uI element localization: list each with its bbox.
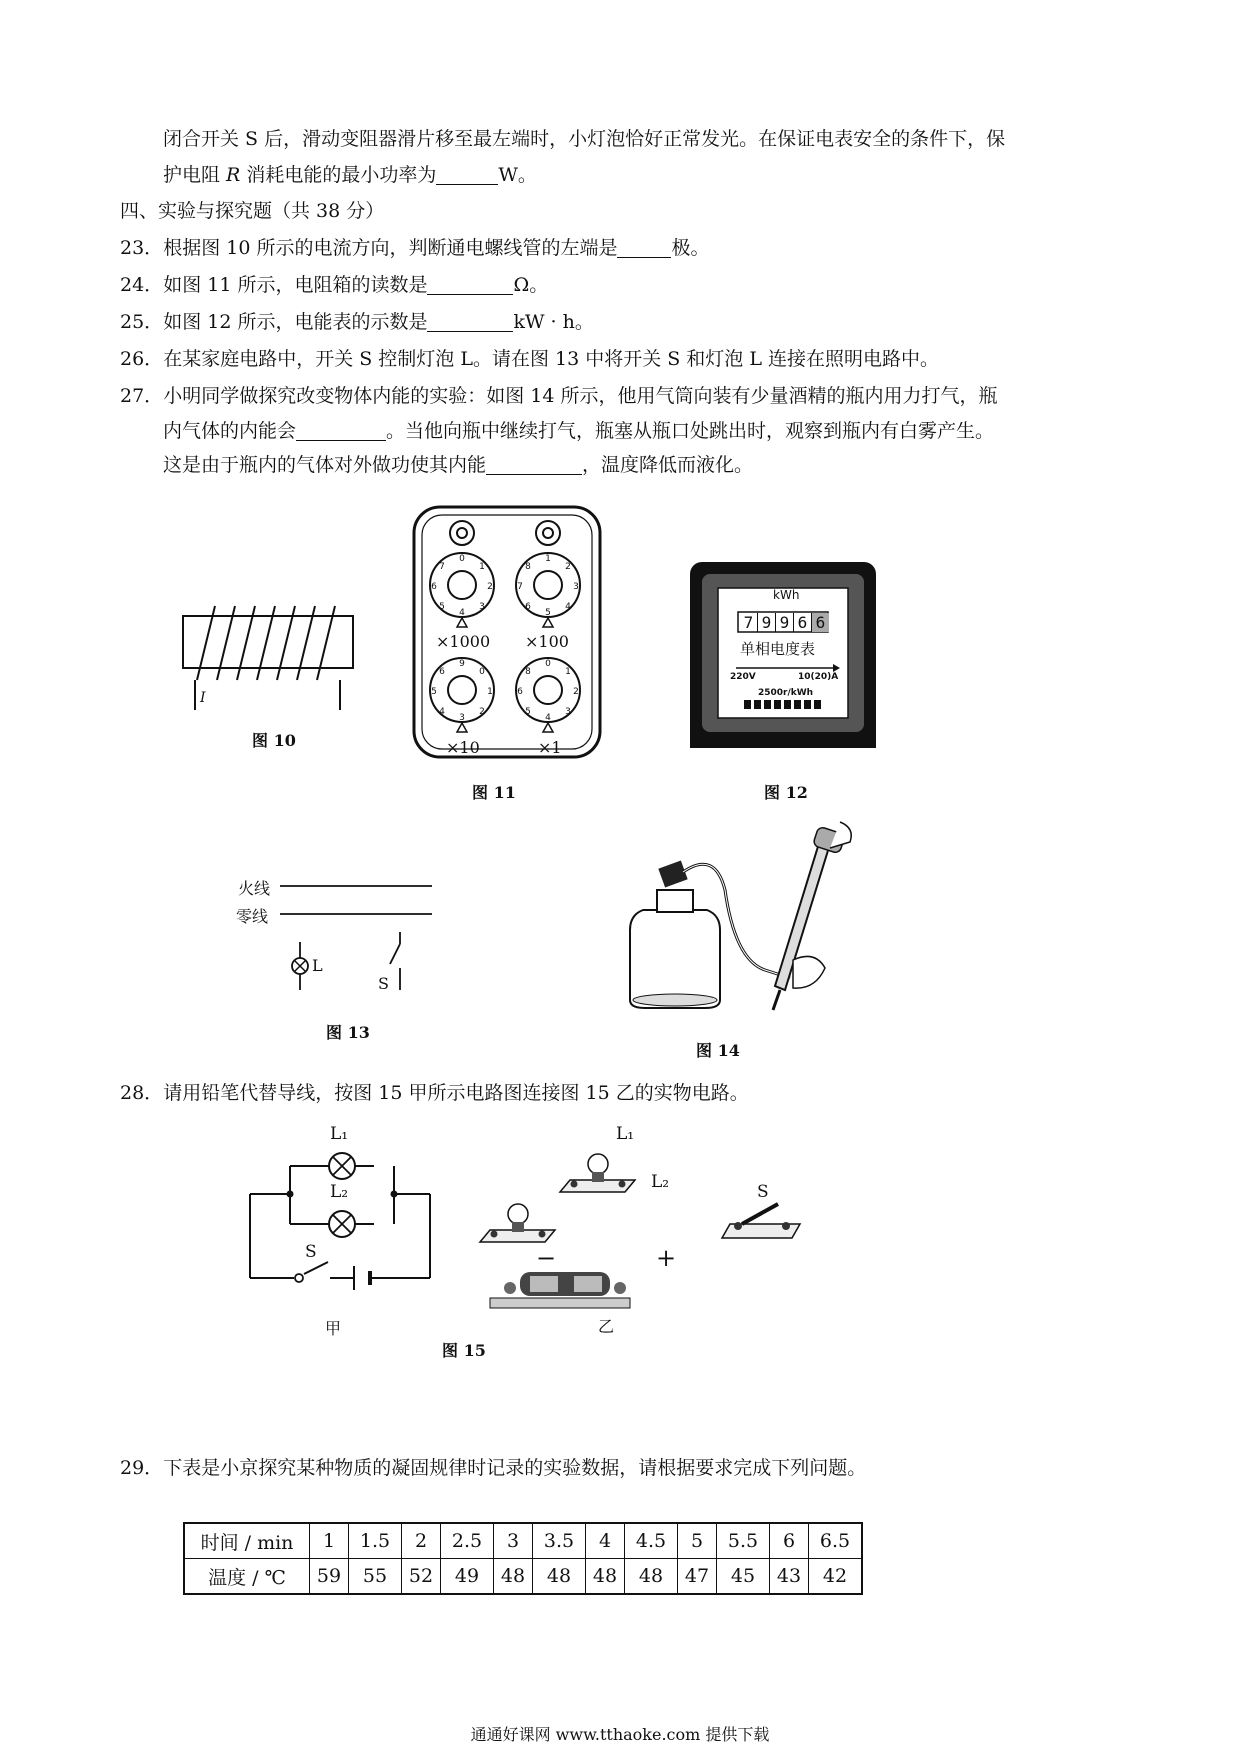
battery-minus-label: − xyxy=(536,1244,557,1272)
fig15a-label-l1: L₁ xyxy=(330,1124,349,1144)
time-header: 时间 / min xyxy=(184,1523,310,1559)
q25-suffix: kW · h。 xyxy=(513,311,594,333)
temperature-cell: 48 xyxy=(494,1559,533,1595)
fig13-caption: 图 13 xyxy=(326,1023,370,1042)
answer-blank-resistance[interactable] xyxy=(427,274,513,295)
q27-line-1-text: 小明同学做探究改变物体内能的实验：如图 14 所示，他用气筒向装有少量酒精的瓶内用力打气，瓶 xyxy=(163,385,998,407)
answer-blank-internal-energy-1[interactable] xyxy=(296,420,386,441)
q23-prefix: 根据图 10 所示的电流方向，判断通电螺线管的左端是 xyxy=(163,237,618,259)
meter-digit-1: 7 xyxy=(740,613,758,632)
fig10-current-label: I xyxy=(200,690,206,706)
section-4-heading: 四、实验与探究题（共 38 分） xyxy=(120,200,385,222)
svg-text:6: 6 xyxy=(439,667,445,677)
svg-text:5: 5 xyxy=(439,602,445,612)
temperature-cell: 49 xyxy=(441,1559,494,1595)
fig15a-label-l2: L₂ xyxy=(330,1182,349,1202)
answer-blank-energy[interactable] xyxy=(427,311,513,332)
q27-line-2-prefix: 内气体的内能会 xyxy=(163,420,297,442)
temperature-header: 温度 / ℃ xyxy=(184,1559,310,1595)
temperature-cell: 48 xyxy=(586,1559,625,1595)
q27-line-2-suffix: 。当他向瓶中继续打气，瓶塞从瓶口处跳出时，观察到瓶内有白雾产生。 xyxy=(386,420,995,442)
time-cell: 2.5 xyxy=(441,1523,494,1559)
fig15a-label-s: S xyxy=(305,1242,317,1262)
svg-text:6: 6 xyxy=(525,602,531,612)
fig11-caption: 图 11 xyxy=(472,783,516,802)
q27-line-3-suffix: ，温度降低而液化。 xyxy=(582,454,754,476)
figure-14-pump-bottle xyxy=(625,830,845,1030)
question-25 xyxy=(120,309,594,335)
q23-suffix: 极。 xyxy=(671,237,710,259)
temperature-cell: 43 xyxy=(770,1559,809,1595)
meter-constant: 2500r/kWh xyxy=(758,688,814,698)
fig10-caption: 图 10 xyxy=(252,731,296,750)
fig15b-label-yi: 乙 xyxy=(598,1317,615,1336)
meter-digit-5-decimal: 6 xyxy=(812,613,829,632)
meter-name: 单相电度表 xyxy=(740,640,816,658)
svg-text:4: 4 xyxy=(459,608,465,618)
table-row-time xyxy=(184,1523,862,1559)
meter-current: 10(20)A xyxy=(798,672,839,682)
q29-text: 下表是小京探究某种物质的凝固规律时记录的实验数据，请根据要求完成下列问题。 xyxy=(163,1457,867,1479)
dial-label-x1000: ×1000 xyxy=(436,632,491,651)
svg-text:0: 0 xyxy=(545,659,551,669)
svg-text:4: 4 xyxy=(565,602,571,612)
question-27-line-1 xyxy=(120,383,997,409)
temperature-cell: 47 xyxy=(678,1559,717,1595)
svg-text:3: 3 xyxy=(459,713,465,723)
intro-line-2 xyxy=(163,162,537,188)
svg-text:7: 7 xyxy=(517,582,523,592)
svg-text:3: 3 xyxy=(565,707,571,717)
time-cell: 1.5 xyxy=(349,1523,402,1559)
dial-label-x1: ×1 xyxy=(538,738,562,757)
question-27-line-3 xyxy=(163,452,753,478)
svg-text:5: 5 xyxy=(431,687,437,697)
question-27-line-2 xyxy=(163,418,994,444)
svg-text:1: 1 xyxy=(545,554,551,564)
meter-unit: kWh xyxy=(773,588,800,602)
svg-text:1: 1 xyxy=(565,667,571,677)
q26-text: 在某家庭电路中，开关 S 控制灯泡 L。请在图 13 中将开关 S 和灯泡 L 连接在照明电路中。 xyxy=(163,348,939,370)
intro-line-2-prefix: 护电阻 xyxy=(163,164,227,186)
svg-text:5: 5 xyxy=(545,608,551,618)
live-wire-label: 火线 xyxy=(238,879,271,898)
svg-text:2: 2 xyxy=(487,582,493,592)
intro-line-2-mid: 消耗电能的最小功率为 xyxy=(240,164,437,186)
temperature-cell: 59 xyxy=(310,1559,349,1595)
time-cell: 3 xyxy=(494,1523,533,1559)
meter-digit-2: 9 xyxy=(758,613,776,632)
time-cell: 4 xyxy=(586,1523,625,1559)
question-24 xyxy=(120,272,548,298)
temperature-cell: 45 xyxy=(717,1559,770,1595)
svg-text:2: 2 xyxy=(573,687,579,697)
q25-prefix: 如图 12 所示，电能表的示数是 xyxy=(163,311,428,333)
time-cell: 4.5 xyxy=(625,1523,678,1559)
dial-label-x10: ×10 xyxy=(446,738,480,757)
fig15b-label-l2: L₂ xyxy=(651,1172,670,1192)
fig14-caption: 图 14 xyxy=(696,1041,740,1060)
svg-text:1: 1 xyxy=(487,687,493,697)
temperature-cell: 52 xyxy=(402,1559,441,1595)
answer-blank-internal-energy-2[interactable] xyxy=(486,454,582,475)
temperature-cell: 55 xyxy=(349,1559,402,1595)
answer-blank-power[interactable] xyxy=(436,164,498,185)
question-26 xyxy=(120,346,939,372)
time-cell: 5.5 xyxy=(717,1523,770,1559)
figure-13-circuit xyxy=(280,870,460,1000)
svg-text:6: 6 xyxy=(517,687,523,697)
time-cell: 6.5 xyxy=(809,1523,863,1559)
lamp-label-l: L xyxy=(312,956,323,975)
time-cell: 3.5 xyxy=(533,1523,586,1559)
q26-number: 26． xyxy=(120,348,164,370)
temperature-cell: 48 xyxy=(625,1559,678,1595)
meter-digit-4: 6 xyxy=(794,613,812,632)
svg-text:2: 2 xyxy=(565,562,571,572)
q25-number: 25． xyxy=(120,311,164,333)
svg-text:2: 2 xyxy=(479,707,485,717)
intro-line-1: 闭合开关 S 后，滑动变阻器滑片移至最左端时，小灯泡恰好正常发光。在保证电表安全的条件下，保 xyxy=(163,128,1006,150)
svg-text:0: 0 xyxy=(479,667,485,677)
q24-number: 24． xyxy=(120,274,164,296)
q23-number: 23． xyxy=(120,237,164,259)
svg-text:8: 8 xyxy=(525,562,531,572)
temperature-cell: 42 xyxy=(809,1559,863,1595)
page-footer: 通通好课网 www.tthaoke.com 提供下载 xyxy=(470,1725,770,1744)
variable-r: R xyxy=(226,164,241,186)
svg-text:3: 3 xyxy=(573,582,579,592)
fig12-caption: 图 12 xyxy=(764,783,808,802)
question-23 xyxy=(120,235,709,261)
svg-text:4: 4 xyxy=(439,707,445,717)
q28-number: 28． xyxy=(120,1082,164,1104)
fig15b-label-l1: L₁ xyxy=(616,1124,635,1144)
meter-digits xyxy=(740,613,829,632)
question-29 xyxy=(120,1455,866,1481)
intro-line-2-suffix: W。 xyxy=(498,164,537,186)
svg-text:6: 6 xyxy=(431,582,437,592)
svg-text:9: 9 xyxy=(459,659,465,669)
q27-number: 27． xyxy=(120,385,164,407)
meter-voltage: 220V xyxy=(730,672,756,682)
figure-15-physical-circuit xyxy=(480,1120,820,1320)
q27-line-3-prefix: 这是由于瓶内的气体对外做功使其内能 xyxy=(163,454,487,476)
answer-blank-pole[interactable] xyxy=(617,237,671,258)
svg-text:0: 0 xyxy=(459,554,465,564)
time-cell: 5 xyxy=(678,1523,717,1559)
meter-digit-3: 9 xyxy=(776,613,794,632)
question-28 xyxy=(120,1080,749,1106)
solidification-data-table xyxy=(183,1522,863,1595)
q24-prefix: 如图 11 所示，电阻箱的读数是 xyxy=(163,274,428,296)
svg-text:4: 4 xyxy=(545,713,551,723)
svg-text:8: 8 xyxy=(525,667,531,677)
battery-plus-label: + xyxy=(656,1244,677,1272)
neutral-wire-label: 零线 xyxy=(236,907,269,926)
fig15-caption: 图 15 xyxy=(442,1341,486,1360)
q29-number: 29． xyxy=(120,1457,164,1479)
time-cell: 2 xyxy=(402,1523,441,1559)
temperature-cell: 48 xyxy=(533,1559,586,1595)
time-cell: 6 xyxy=(770,1523,809,1559)
svg-text:3: 3 xyxy=(479,602,485,612)
dial-label-x100: ×100 xyxy=(525,632,569,651)
figure-15-circuit-diagram xyxy=(250,1150,440,1290)
q24-suffix: Ω。 xyxy=(513,274,549,296)
time-cell: 1 xyxy=(310,1523,349,1559)
fig15b-label-s: S xyxy=(757,1182,769,1202)
q28-text: 请用铅笔代替导线，按图 15 甲所示电路图连接图 15 乙的实物电路。 xyxy=(163,1082,749,1104)
table-row-temperature xyxy=(184,1559,862,1595)
svg-text:1: 1 xyxy=(479,562,485,572)
switch-label-s: S xyxy=(378,974,389,993)
svg-text:7: 7 xyxy=(439,562,445,572)
svg-text:5: 5 xyxy=(525,707,531,717)
fig15a-label-jia: 甲 xyxy=(325,1319,342,1338)
